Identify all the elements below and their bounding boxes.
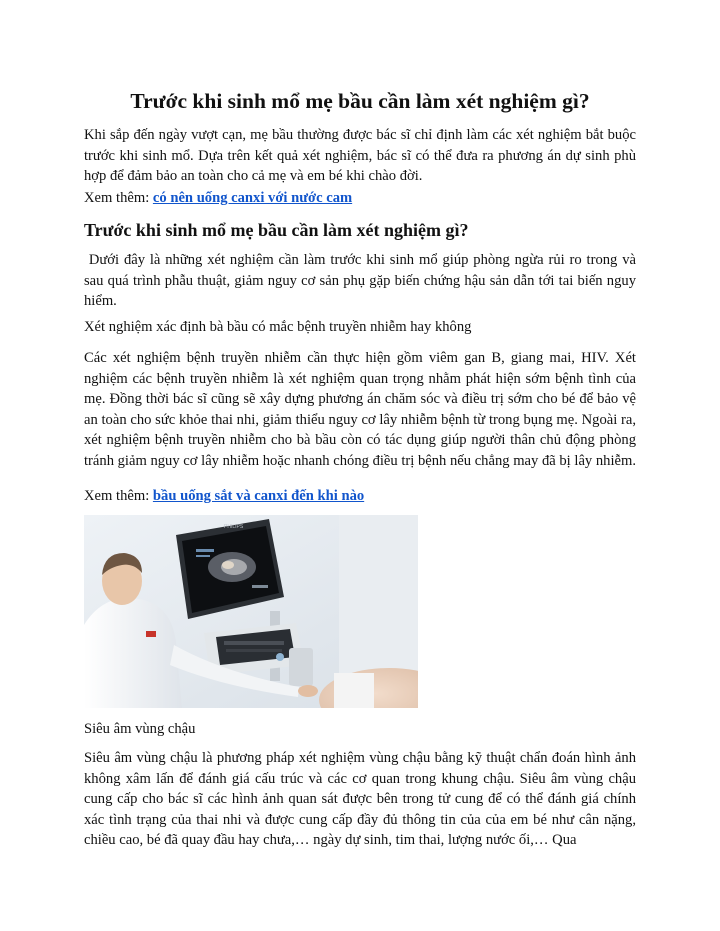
ultrasound-photo: [84, 515, 418, 708]
paragraph-2: Xét nghiệm xác định bà bầu có mắc bệnh truyền nhiễm hay không: [84, 319, 472, 335]
see-also-2: [84, 486, 636, 507]
page-title: Trước khi sinh mổ mẹ bầu cần làm xét nghiệm gì?: [130, 89, 590, 113]
see-also-1: [84, 188, 636, 209]
image-caption: Siêu âm vùng chậu: [84, 721, 196, 737]
intro-paragraph: Khi sắp đến ngày vượt cạn, mẹ bầu thường được bác sĩ chỉ định làm các xét nghiệm bắt buộc trước khi sinh mổ. Dựa trên kết quả xét nghiệm, bác sĩ có thể đưa ra phương án dự sinh phù hợp để đảm bảo an toàn cho cả mẹ và em bé khi chào đời.: [84, 127, 636, 185]
paragraph-1: Dưới đây là những xét nghiệm cần làm trước khi sinh mổ giúp phòng ngừa rủi ro trong và sau quá trình phẫu thuật, giảm nguy cơ sản phụ gặp biến chứng hậu sản dẫn tới tai biến nguy hiểm.: [84, 252, 640, 310]
paragraph-4: Siêu âm vùng chậu là phương pháp xét nghiệm vùng chậu bằng kỹ thuật chẩn đoán hình ảnh không xâm lấn để đánh giá cấu trúc và các cơ quan trong khung chậu. Siêu âm vùng chậu cung cấp cho bác sĩ các hình ảnh quan sát được bên trong tử cung để có thể đánh giá chính xác tình trạng của thai nhi và được cung cấp đầy đủ thông tin của của em bé như cân nặng, chiều cao, bé đã quay đầu hay chưa,… ngày dự sinh, tim thai, lượng nước ối,… Qua: [84, 750, 636, 849]
see-also-1-link[interactable]: có nên uống canxi với nước cam: [152, 190, 353, 206]
monitor-brand: PHILIPS: [224, 524, 244, 530]
section-heading: Trước khi sinh mổ mẹ bầu cần làm xét nghiệm gì?: [84, 220, 469, 240]
ultrasound-illustration: [84, 515, 418, 708]
see-also-2-link[interactable]: bầu uống sắt và canxi đến khi nào: [152, 488, 365, 504]
see-also-1-prefix: Xem thêm:: [84, 190, 153, 206]
see-also-2-prefix: Xem thêm:: [84, 488, 153, 504]
paragraph-3: Các xét nghiệm bệnh truyền nhiễm cần thực hiện gồm viêm gan B, giang mai, HIV. Xét nghiệm các bệnh truyền nhiễm là xét nghiệm quan trọng nhằm phát hiện sớm bệnh tình của mẹ. Đồng thời bác sĩ cũng sẽ xây dựng phương án chăm sóc và điều trị sớm cho bé để bảo vệ an toàn cho sức khỏe thai nhi, giảm thiểu nguy cơ lây nhiễm bệnh từ trong bụng mẹ. Ngoài ra, xét nghiệm bệnh truyền nhiễm cho bà bầu còn có tác dụng giúp người thân chủ động phòng tránh giảm nguy cơ lây nhiễm hoặc nhanh chóng điều trị bệnh nếu chẳng may đã bị lây nhiễm.: [84, 350, 636, 469]
